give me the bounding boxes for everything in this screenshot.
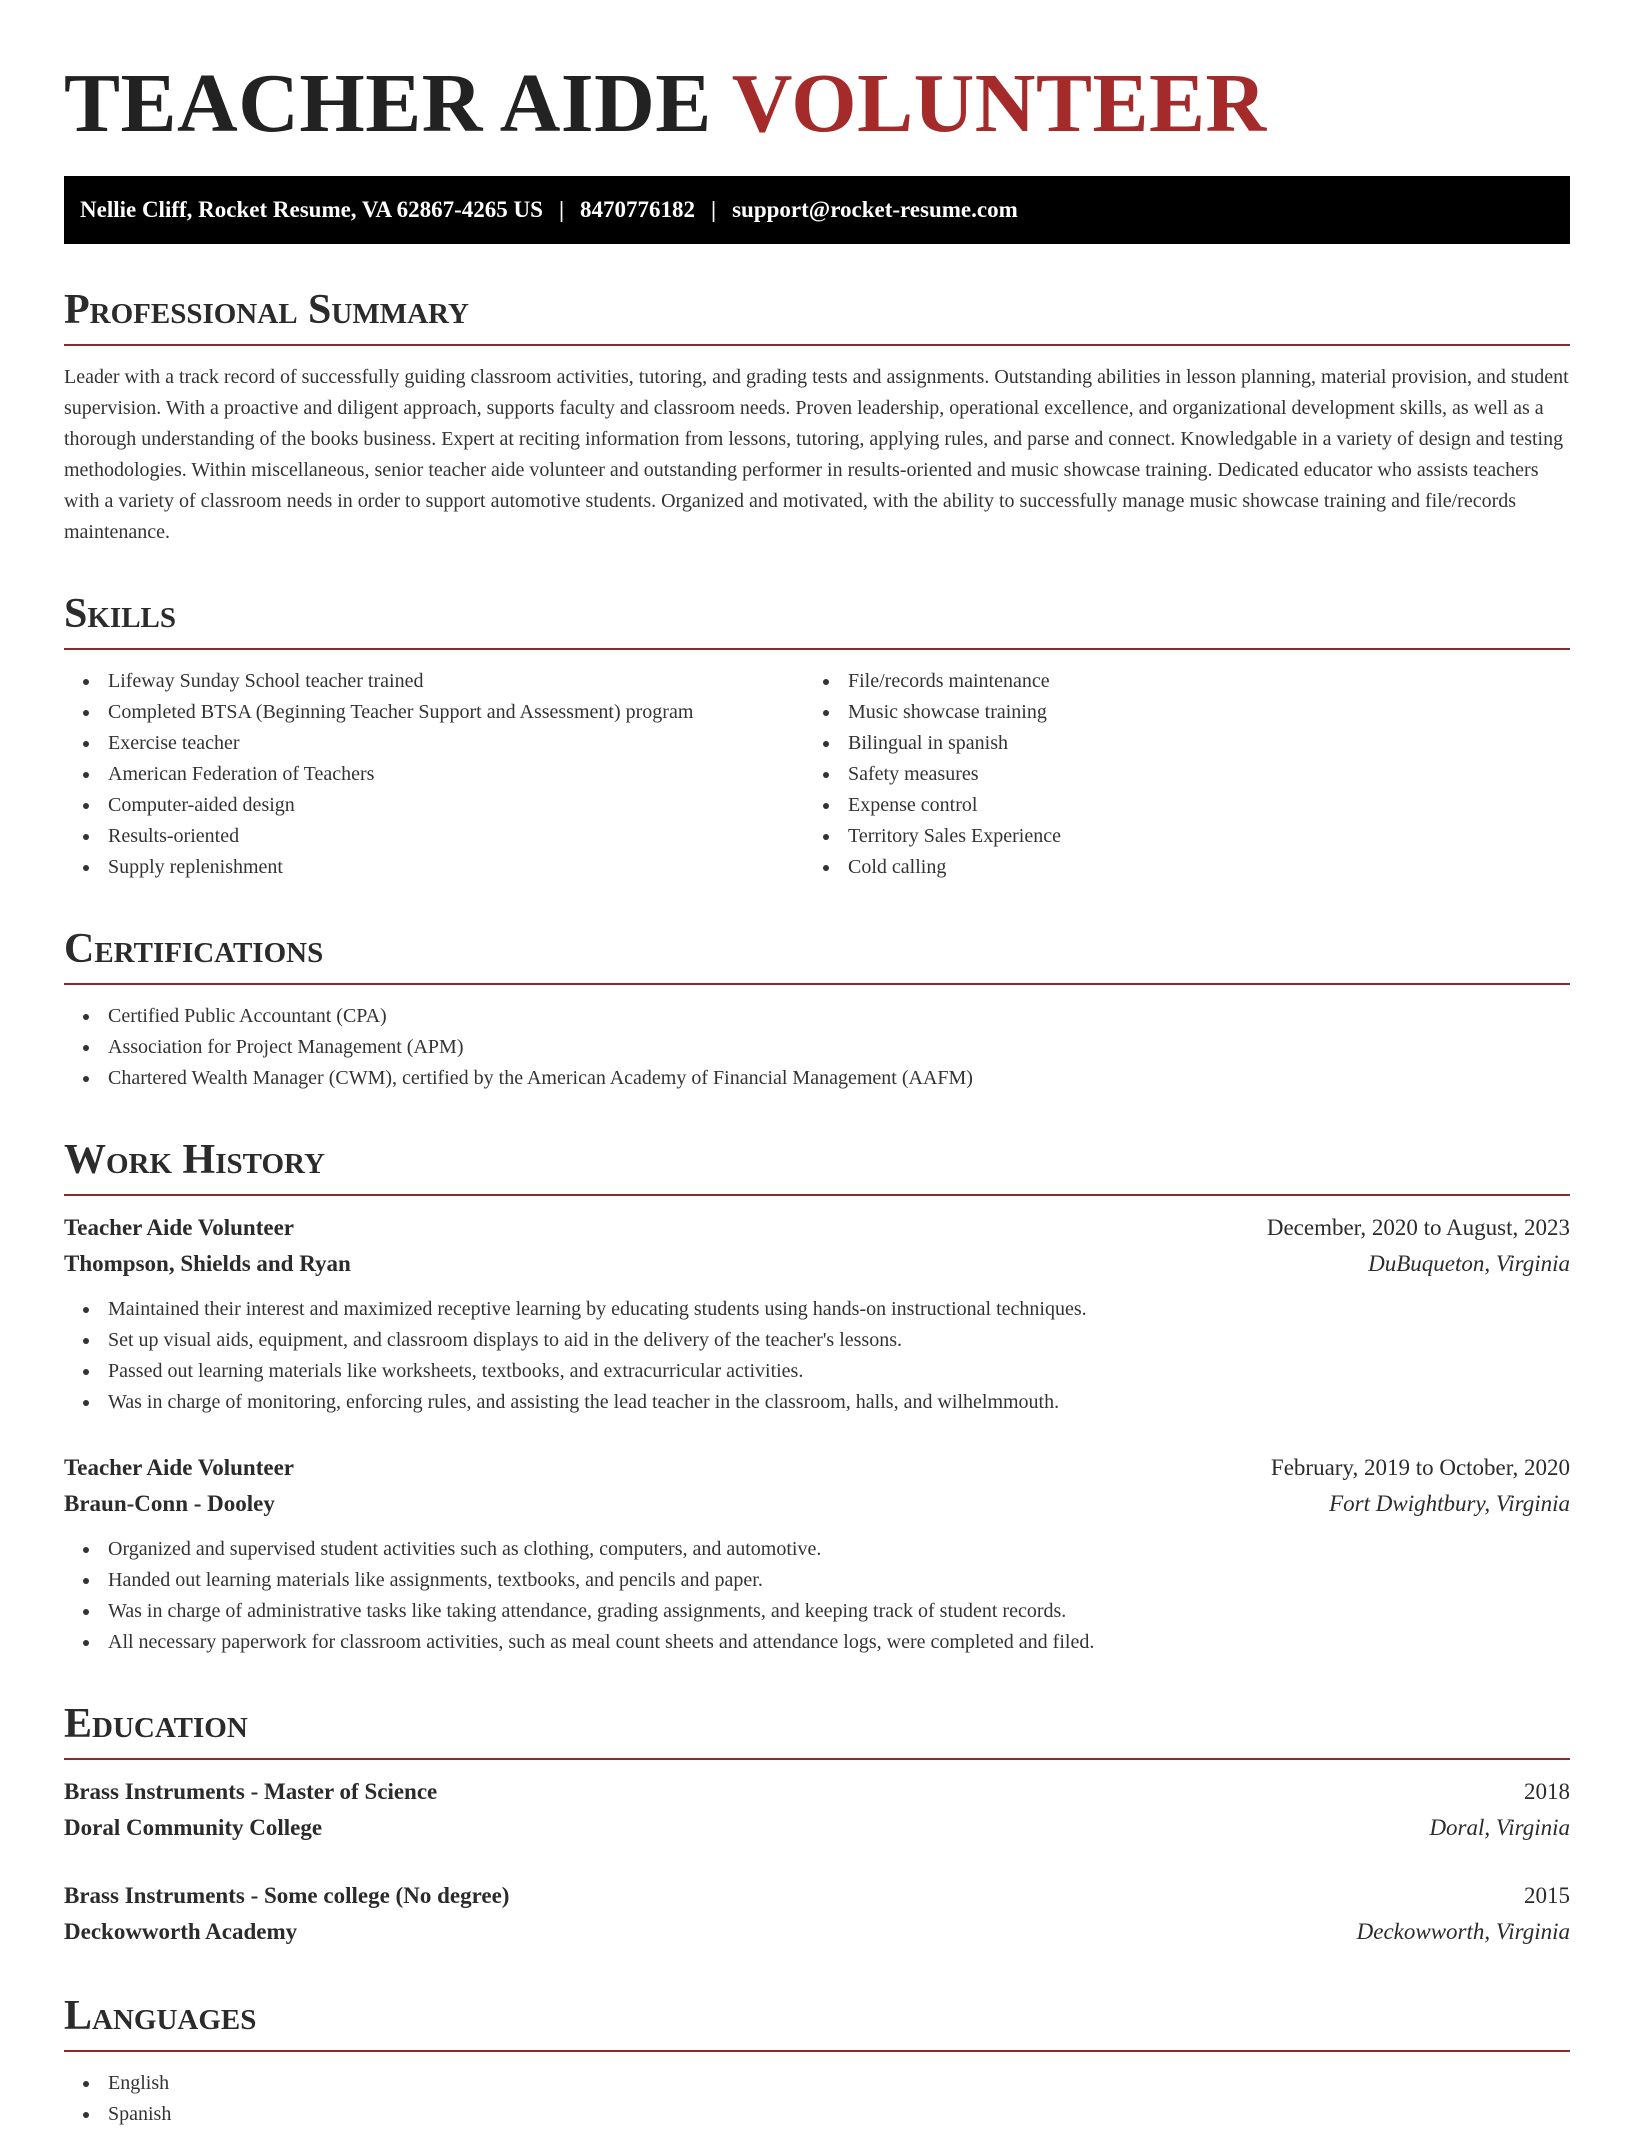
education-entry (64, 1774, 1570, 1846)
skills-heading: Skills (64, 590, 1570, 650)
job-duty-item: Set up visual aids, equipment, and classroom displays to aid in the delivery of the teacher's lessons. (64, 1325, 1570, 1356)
job-duties (64, 1294, 1570, 1418)
certifications-list (64, 1001, 1570, 1094)
job-company-row (64, 1246, 1570, 1282)
title-accent: VOLUNTEER (731, 57, 1267, 150)
job-duty-item: Handed out learning materials like assignments, textbooks, and pencils and paper. (64, 1565, 1570, 1596)
contact-separator: | (558, 197, 565, 222)
job-duties (64, 1534, 1570, 1658)
job-duty-item: Was in charge of administrative tasks like taking attendance, grading assignments, and keeping track of student records. (64, 1596, 1570, 1627)
education-heading: Education (64, 1700, 1570, 1760)
certification-item: Association for Project Management (APM) (64, 1032, 1570, 1063)
skills-grid (64, 650, 1570, 883)
job-company-row (64, 1486, 1570, 1522)
contact-address: Nellie Cliff, Rocket Resume, VA 62867-4265 US (80, 197, 543, 222)
language-item: English (64, 2068, 1570, 2099)
job-location: Fort Dwightbury, Virginia (1329, 1491, 1570, 1516)
job-header-row (64, 1210, 1570, 1246)
education-location: Doral, Virginia (1429, 1815, 1570, 1840)
skill-item: Completed BTSA (Beginning Teacher Support and Assessment) program (64, 697, 804, 728)
contact-phone: 8470776182 (580, 197, 696, 222)
skill-item: Cold calling (804, 852, 1544, 883)
job-duty-item: Was in charge of monitoring, enforcing rules, and assisting the lead teacher in the classroom, halls, and wilhelmmouth. (64, 1387, 1570, 1418)
certification-item: Chartered Wealth Manager (CWM), certified by the American Academy of Financial Management (AAFM) (64, 1063, 1570, 1094)
job-duty-item: Organized and supervised student activities such as clothing, computers, and automotive. (64, 1534, 1570, 1565)
education-year: 2015 (1524, 1883, 1570, 1908)
skill-item: Safety measures (804, 759, 1544, 790)
job-dates: December, 2020 to August, 2023 (1266, 1215, 1570, 1240)
job-dates: February, 2019 to October, 2020 (1270, 1455, 1570, 1480)
education-school: Deckowworth Academy (64, 1919, 298, 1944)
education-school-row (64, 1914, 1570, 1950)
languages-heading: Languages (64, 1992, 1570, 2052)
resume-title (64, 56, 1570, 152)
skill-item: Expense control (804, 790, 1544, 821)
education-location: Deckowworth, Virginia (1356, 1919, 1570, 1944)
job-company: Braun-Conn - Dooley (64, 1491, 275, 1516)
education-degree: Brass Instruments - Master of Science (64, 1779, 438, 1804)
job-entry (64, 1450, 1570, 1658)
contact-email: support@rocket-resume.com (732, 197, 1018, 222)
education-entry (64, 1878, 1570, 1950)
education-year: 2018 (1524, 1779, 1570, 1804)
contact-bar (64, 176, 1570, 244)
job-company: Thompson, Shields and Ryan (64, 1251, 351, 1276)
skill-item: Results-oriented (64, 821, 804, 852)
languages-list (64, 2068, 1570, 2130)
skill-item: Territory Sales Experience (804, 821, 1544, 852)
skill-item: Computer-aided design (64, 790, 804, 821)
title-main: TEACHER AIDE (64, 57, 712, 150)
skill-item: File/records maintenance (804, 666, 1544, 697)
job-duty-item: Passed out learning materials like worksheets, textbooks, and extracurricular activities. (64, 1356, 1570, 1387)
summary-heading: Professional Summary (64, 286, 1570, 346)
languages-section (64, 1992, 1570, 2130)
contact-separator: | (711, 197, 717, 222)
certification-item: Certified Public Accountant (CPA) (64, 1001, 1570, 1032)
education-degree: Brass Instruments - Some college (No degree) (64, 1883, 510, 1908)
skills-list-left (64, 666, 804, 883)
job-title: Teacher Aide Volunteer (64, 1455, 295, 1480)
skill-item: Exercise teacher (64, 728, 804, 759)
education-school-row (64, 1810, 1570, 1846)
work-history-heading: Work History (64, 1136, 1570, 1196)
resume-page (64, 0, 1570, 2130)
certifications-heading: Certifications (64, 925, 1570, 985)
job-duty-item: Maintained their interest and maximized receptive learning by educating students using hands-on instructional techniques. (64, 1294, 1570, 1325)
skill-item: American Federation of Teachers (64, 759, 804, 790)
job-title: Teacher Aide Volunteer (64, 1215, 295, 1240)
work-history-section (64, 1136, 1570, 1658)
job-entry (64, 1210, 1570, 1418)
skills-list-right (804, 666, 1544, 883)
job-header-row (64, 1450, 1570, 1486)
skill-item: Music showcase training (804, 697, 1544, 728)
skill-item: Bilingual in spanish (804, 728, 1544, 759)
education-section (64, 1700, 1570, 1950)
job-duty-item: All necessary paperwork for classroom activities, such as meal count sheets and attendance logs, were completed and filed. (64, 1627, 1570, 1658)
skill-item: Supply replenishment (64, 852, 804, 883)
education-degree-row (64, 1774, 1570, 1810)
summary-text: Leader with a track record of successfully guiding classroom activities, tutoring, and grading tests and assignments. Outstanding abilities in lesson planning, material provision, and student supervision. With a proactive and diligent approach, supports faculty and classroom needs. Proven leadership, operational excellence, and organizational development skills, as well as a thorough understanding of the books business. Expert at reciting information from lessons, tutoring, applying rules, and parse and connect. Knowledgable in a variety of design and testing methodologies. Within miscellaneous, senior teacher aide volunteer and outstanding performer in results-oriented and music showcase training. Dedicated educator who assists teachers with a variety of classroom needs in order to support automotive students. Organized and motivated, with the ability to successfully manage music showcase training and file/records maintenance. (64, 366, 1569, 543)
education-school: Doral Community College (64, 1815, 323, 1840)
language-item: Spanish (64, 2099, 1570, 2130)
summary-section (64, 286, 1570, 548)
skill-item: Lifeway Sunday School teacher trained (64, 666, 804, 697)
job-location: DuBuqueton, Virginia (1368, 1251, 1570, 1276)
certifications-section (64, 925, 1570, 1094)
skills-section (64, 590, 1570, 883)
education-degree-row (64, 1878, 1570, 1914)
